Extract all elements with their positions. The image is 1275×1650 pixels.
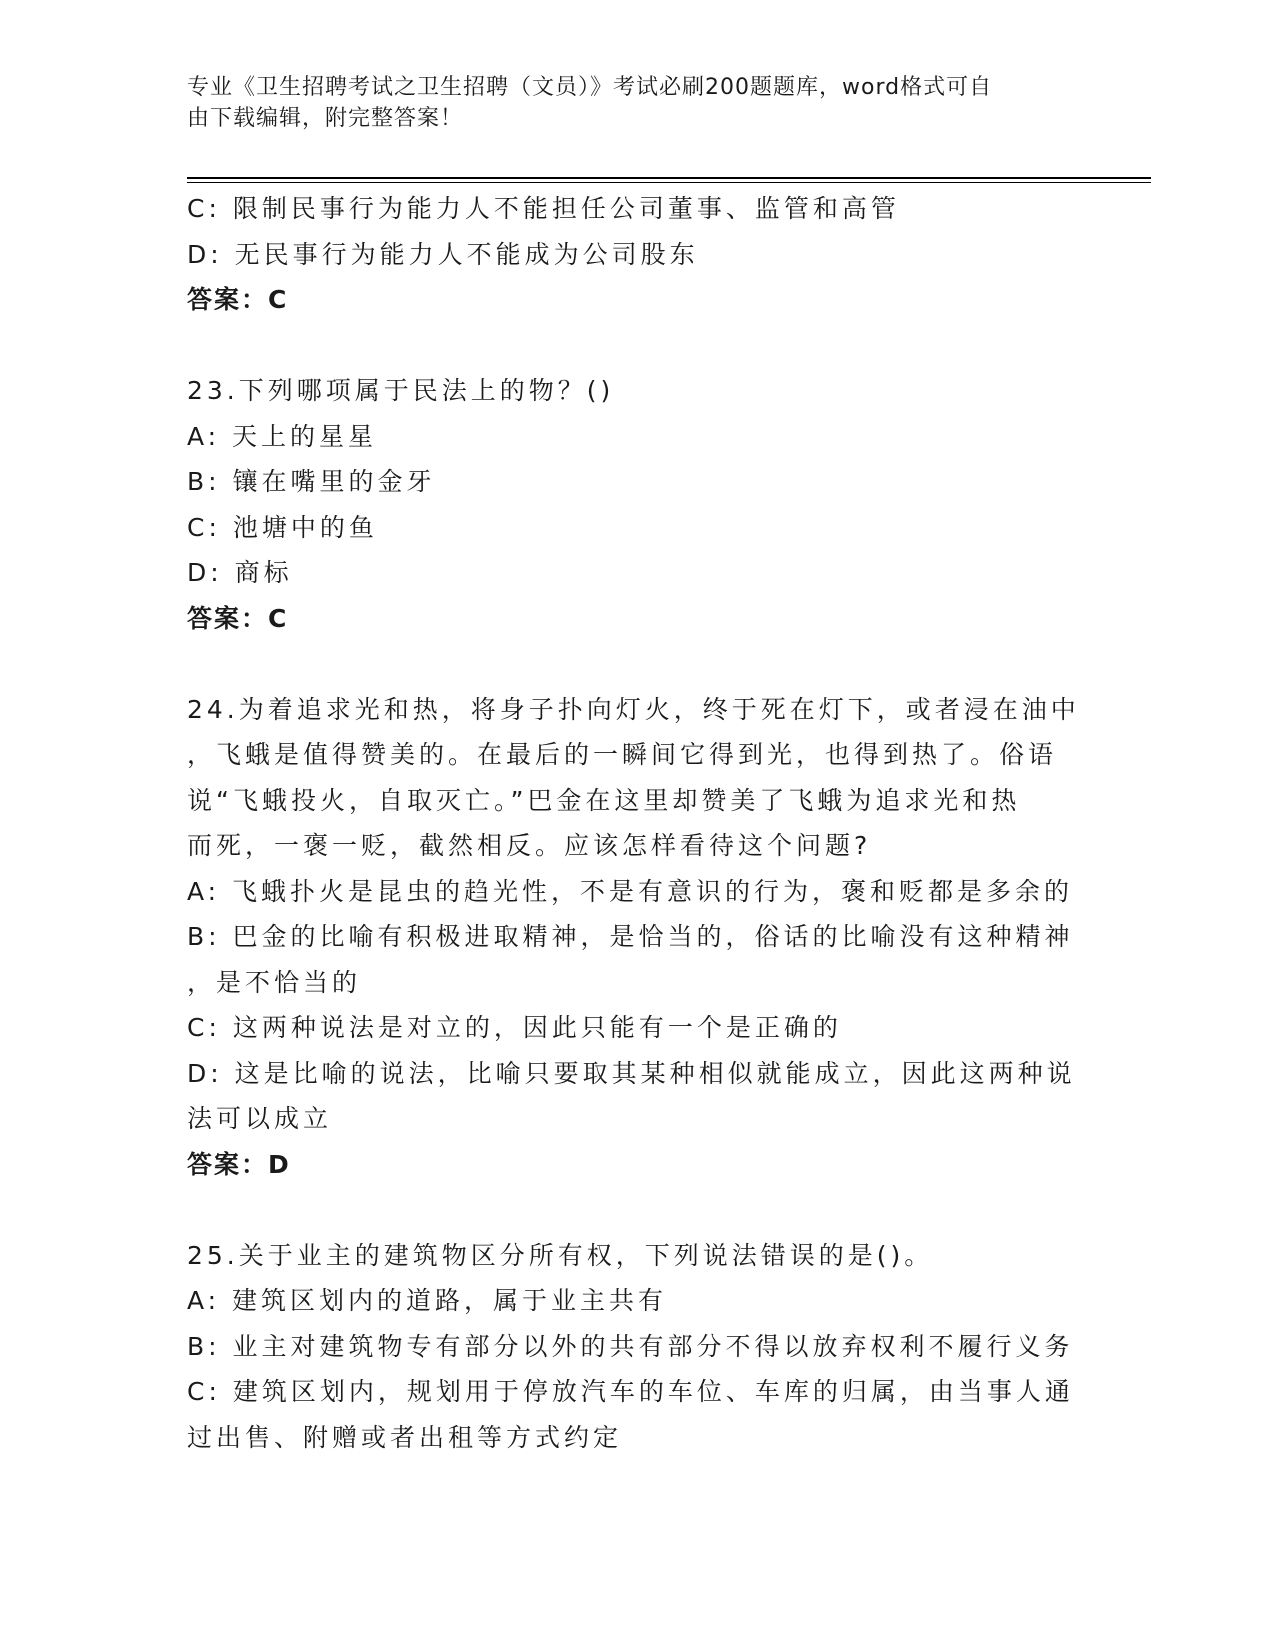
option-a: A: 建筑区划内的道路，属于业主共有 [187, 1286, 668, 1315]
option-c: C: 限制民事行为能力人不能担任公司董事、监管和高管 [187, 194, 900, 223]
option-c: C: 这两种说法是对立的，因此只能有一个是正确的 [187, 1013, 842, 1042]
option-c-line: 过出售、附赠或者出租等方式约定 [187, 1422, 623, 1452]
question-stem-line: 说“飞蛾投火，自取灭亡。”巴金在这里却赞美了飞蛾为追求光和热 [187, 785, 1021, 815]
question-stem: 23.下列哪项属于民法上的物？() [187, 376, 615, 405]
question-22 [187, 186, 1087, 323]
option-a: A: 飞蛾扑火是昆虫的趋光性，不是有意识的行为，褒和贬都是多余的 [187, 876, 1074, 906]
answer-label: 答案：C [187, 603, 289, 633]
question-stem-line: ，飞蛾是值得赞美的。在最后的一瞬间它得到光，也得到热了。俗语 [187, 740, 1058, 769]
question-25 [187, 1233, 1087, 1461]
answer-label: 答案：C [187, 285, 289, 314]
option-b: B: 业主对建筑物专有部分以外的共有部分不得以放弃权利不履行义务 [187, 1331, 1074, 1361]
question-spacer [187, 323, 1087, 369]
option-a: A: 天上的星星 [187, 421, 378, 451]
question-23 [187, 368, 1087, 641]
option-b: B: 镶在嘴里的金牙 [187, 467, 436, 496]
option-d-line: D: 这是比喻的说法，比喻只要取其某种相似就能成立，因此这两种说 [187, 1058, 1076, 1088]
question-spacer [187, 641, 1087, 687]
option-c: C: 池塘中的鱼 [187, 512, 378, 542]
option-d-line: 法可以成立 [187, 1104, 333, 1133]
option-c-line: C: 建筑区划内，规划用于停放汽车的车位、车库的归属，由当事人通 [187, 1377, 1074, 1406]
question-stem: 25.关于业主的建筑物区分所有权，下列说法错误的是()。 [187, 1240, 934, 1270]
header-divider-thin [187, 182, 1151, 183]
option-d: D: 无民事行为能力人不能成为公司股东 [187, 239, 699, 269]
question-24 [187, 687, 1087, 1188]
question-stem-line: 24.为着追求光和热，将身子扑向灯火，终于死在灯下，或者浸在油中 [187, 694, 1080, 724]
document-header [187, 72, 1087, 134]
answer-label: 答案：D [187, 1149, 291, 1179]
question-list [187, 186, 1087, 1460]
option-d: D: 商标 [187, 558, 293, 587]
question-spacer [187, 1187, 1087, 1233]
question-stem-line: 而死，一褒一贬，截然相反。应该怎样看待这个问题? [187, 831, 872, 860]
header-line-2: 由下载编辑，附完整答案！ [187, 106, 464, 131]
option-b-line: ，是不恰当的 [187, 967, 362, 997]
header-divider-thick [187, 177, 1151, 179]
header-line-1: 专业《卫生招聘考试之卫生招聘（文员）》考试必刷200题题库，word格式可自 [187, 75, 993, 100]
option-b-line: B: 巴金的比喻有积极进取精神，是恰当的，俗话的比喻没有这种精神 [187, 922, 1074, 951]
